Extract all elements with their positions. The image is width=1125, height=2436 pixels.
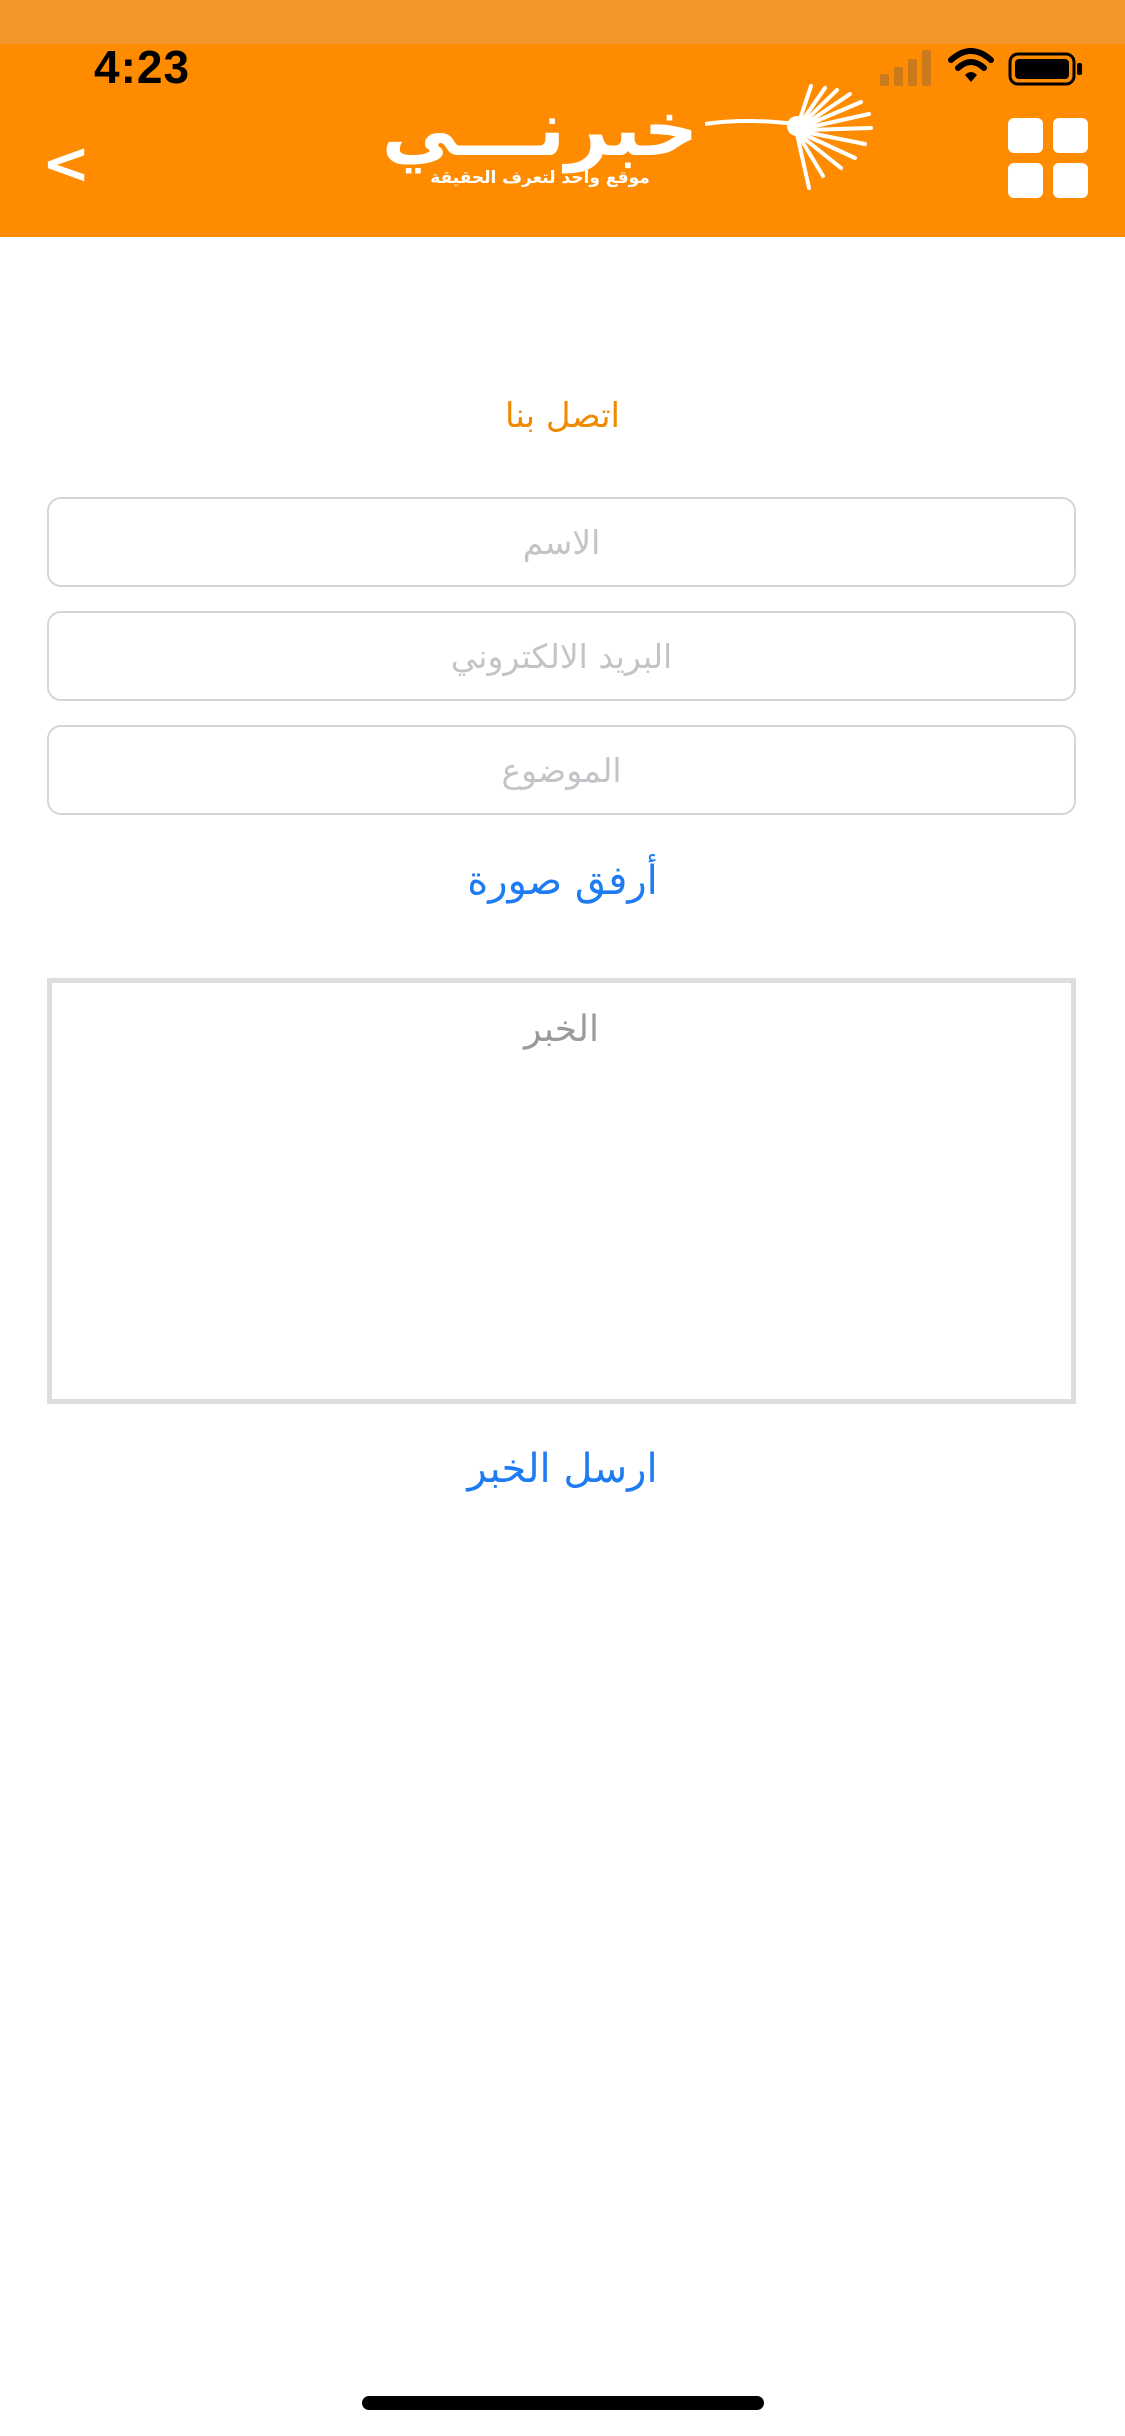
back-button[interactable]: < xyxy=(41,129,91,197)
subject-field[interactable] xyxy=(47,725,1076,815)
send-news-button[interactable]: ارسل الخبر xyxy=(467,1446,658,1492)
name-field[interactable] xyxy=(47,497,1076,587)
attach-image-button[interactable]: أرفق صورة xyxy=(467,858,658,904)
battery-icon xyxy=(1008,52,1084,86)
email-field[interactable] xyxy=(47,611,1076,701)
bird-logo-icon xyxy=(705,84,880,194)
page-title: اتصل بنا xyxy=(504,396,621,436)
logo xyxy=(360,84,880,204)
news-textarea[interactable] xyxy=(47,978,1076,1404)
logo-tagline: موقع واحد لتعرف الحقيقة xyxy=(430,168,650,188)
grid-menu-icon[interactable] xyxy=(1008,118,1090,200)
app-header xyxy=(0,0,1125,237)
wifi-icon xyxy=(948,48,994,84)
home-indicator xyxy=(362,2396,764,2410)
logo-wordmark: خبرنـــي xyxy=(381,84,699,173)
status-bar xyxy=(0,0,1125,44)
cellular-signal-icon xyxy=(880,50,934,86)
status-time: 4:23 xyxy=(94,41,191,93)
